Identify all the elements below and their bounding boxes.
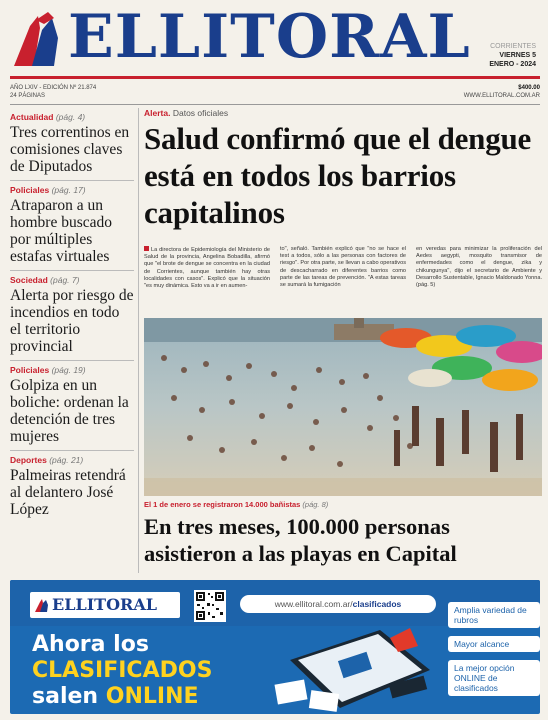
ad-feature-pill: Mayor alcance bbox=[448, 636, 540, 652]
lead-headline[interactable]: Salud confirmó que el dengue está en todos los barrios capitalinos bbox=[144, 121, 532, 230]
ad-line-3a: salen bbox=[32, 684, 99, 709]
story-page: (pág. 21) bbox=[49, 455, 84, 465]
lead-body-col2: to", señaló. También explicó que "no se hace el test a todos, sólo a las personas con factores de riesgo". Por otra parte, se llevan a cabo operativos de descacharrado en diferentes barrios como parte de las tareas de prevención. "A estas tareas se sumará la fumigación bbox=[280, 246, 406, 289]
masthead-weekday: VIERNES 5 bbox=[499, 52, 536, 59]
left-story[interactable] bbox=[10, 271, 134, 361]
column-divider bbox=[138, 108, 139, 573]
beach-headline[interactable]: En tres meses, 100.000 personas asistieron a las playas en Capital bbox=[144, 514, 457, 566]
beach-photo-image bbox=[144, 318, 542, 496]
masthead bbox=[0, 0, 548, 80]
ad-feature-pill: Amplia variedad de rubros bbox=[448, 602, 540, 628]
story-page: (pág. 4) bbox=[55, 112, 86, 122]
ad-logo-mark-icon bbox=[34, 597, 50, 613]
header-rule bbox=[10, 104, 540, 105]
masthead-divider bbox=[10, 76, 540, 79]
ad-logo-text: ELLITORAL bbox=[52, 595, 157, 614]
masthead-logo[interactable]: ELLITORAL bbox=[68, 2, 471, 72]
photo-caption-text: El 1 de enero se registraron 14.000 bañistas bbox=[144, 500, 301, 509]
left-story[interactable] bbox=[10, 108, 134, 181]
story-headline[interactable]: Golpiza en un boliche: ordenan la detención de tres mujeres bbox=[10, 377, 129, 445]
photo-caption bbox=[144, 500, 542, 509]
story-page: (pág. 19) bbox=[51, 365, 86, 375]
story-section: Deportes bbox=[10, 455, 47, 465]
ad-url-path: clasificados bbox=[352, 599, 402, 609]
tablet-illustration-icon bbox=[270, 620, 440, 714]
story-section: Policiales bbox=[10, 185, 50, 195]
photo-caption-page: (pág. 8) bbox=[302, 500, 329, 509]
ad-logo bbox=[30, 592, 180, 618]
beach-photo[interactable] bbox=[144, 318, 542, 496]
story-section: Sociedad bbox=[10, 275, 48, 285]
left-story[interactable] bbox=[10, 451, 134, 523]
logo-mark-icon bbox=[10, 8, 65, 68]
qr-code-icon[interactable] bbox=[194, 590, 226, 622]
ad-line-3b: ONLINE bbox=[105, 684, 199, 709]
story-headline[interactable]: Alerta por riesgo de incendios en todo el territorio provincial bbox=[10, 287, 134, 355]
left-column bbox=[10, 108, 134, 578]
lead-body bbox=[144, 246, 542, 308]
website[interactable]: WWW.ELLITORAL.COM.AR bbox=[463, 93, 540, 99]
story-page: (pág. 17) bbox=[51, 185, 86, 195]
story-section: Actualidad bbox=[10, 112, 54, 122]
ad-line-3 bbox=[32, 684, 199, 709]
ad-feature-pill: La mejor opción ONLINE de clasificados bbox=[448, 660, 540, 696]
story-page: (pág. 7) bbox=[50, 275, 80, 285]
lead-body-col3: en veredas para minimizar la proliferación del Aedes aegypti, mosquito transmisor de enfermedades como el dengue, zika y chikungunya", dijo el secretario de Ambiente y Desarrollo Sustentable, Ignacio Maldonado Yonna. (pág. 5) bbox=[416, 246, 542, 289]
masthead-dateline bbox=[489, 42, 536, 69]
ad-url-prefix: www.ellitoral.com.ar/ bbox=[274, 599, 353, 609]
story-headline[interactable]: Tres correntinos en comisiones claves de Diputados bbox=[10, 124, 130, 175]
lead-body-col1: La directora de Epidemiología del Ministerio de Salud de la provincia, Angelina Bobadilla, afirmó que "el brote de dengue se concentra en la ciudad de Corrientes, aunque también hay otras localidades con casos". Explicó que la situación "es muy dinámica. Esto va a ir en aumen- bbox=[144, 247, 270, 290]
lead-kicker: Alerta. bbox=[144, 108, 171, 118]
price: $400.00 bbox=[518, 85, 540, 91]
classifieds-ad[interactable] bbox=[10, 580, 540, 714]
masthead-city: CORRIENTES bbox=[490, 43, 536, 50]
story-section: Policiales bbox=[10, 365, 50, 375]
edition-number: AÑO LXIV - EDICIÓN Nº 21.874 bbox=[10, 85, 97, 91]
masthead-month-year: ENERO - 2024 bbox=[489, 61, 536, 68]
left-story[interactable] bbox=[10, 361, 134, 451]
page-count: 24 PÁGINAS bbox=[10, 93, 46, 99]
story-headline[interactable]: Palmeiras retendrá al delantero José López bbox=[10, 467, 126, 518]
info-bar bbox=[10, 82, 540, 104]
ad-url[interactable] bbox=[240, 595, 436, 613]
story-headline[interactable]: Atraparon a un hombre buscado por múltiples estafas virtuales bbox=[10, 197, 113, 265]
left-story[interactable] bbox=[10, 181, 134, 271]
ad-line-2: CLASIFICADOS bbox=[32, 658, 213, 683]
lead-story bbox=[144, 108, 542, 231]
ad-line-1: Ahora los bbox=[32, 632, 149, 657]
lead-kicker-sub: Datos oficiales bbox=[172, 108, 229, 118]
ad-features bbox=[448, 602, 540, 704]
